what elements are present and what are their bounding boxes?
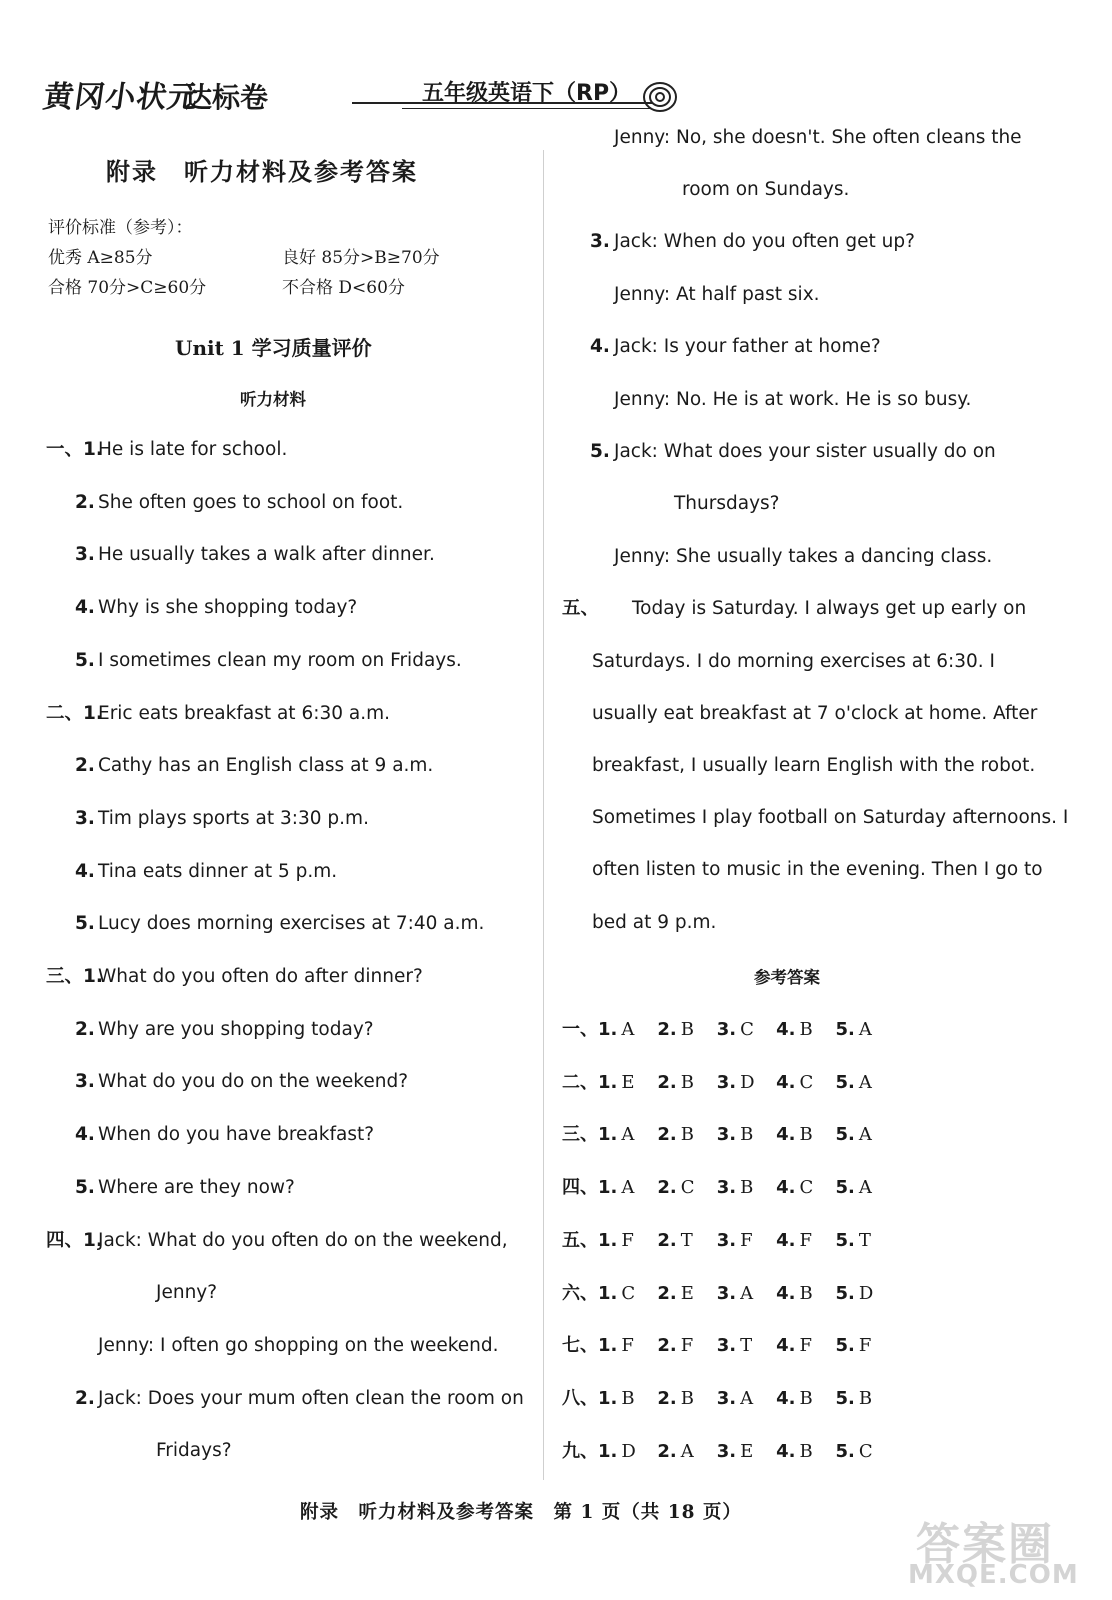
answer-value: B (621, 1387, 635, 1409)
listening-line: room on Sundays. (682, 179, 850, 200)
answer-value: B (740, 1177, 754, 1199)
listening-line: What do you often do after dinner? (98, 966, 423, 987)
brand-subtitle: 达标卷 (184, 81, 269, 114)
answer-number: 3. (716, 1124, 737, 1146)
answer-number: 3. (716, 1440, 737, 1462)
answer-value: B (680, 1387, 694, 1409)
answer-value: A (680, 1440, 694, 1462)
answer-number: 4. (776, 1071, 796, 1093)
answer-number: 2. (657, 1387, 677, 1409)
answer-number: 3. (716, 1282, 737, 1304)
listening-line: I sometimes clean my room on Fridays. (98, 649, 462, 671)
answer-row (562, 1437, 895, 1463)
answer-row (562, 1120, 895, 1146)
grade-label: 五年级英语下（RP） (422, 81, 632, 106)
answer-value: A (858, 1124, 872, 1146)
answer-number: 1. (598, 1124, 618, 1146)
answer-value: A (858, 1177, 872, 1199)
answer-row (562, 1226, 895, 1252)
answer-row (562, 1384, 895, 1410)
listening-line: Why are you shopping today? (98, 1018, 374, 1040)
answer-value: A (621, 1177, 635, 1199)
listening-line: Today is Saturday. I always get up early on (632, 598, 1027, 619)
answer-number: 4. (776, 1387, 796, 1409)
answer-value: B (680, 1071, 694, 1093)
watermark-logo: 答案圈 (916, 1519, 1054, 1570)
listening-line: Jenny: At half past six. (614, 284, 820, 305)
answer-value: C (858, 1440, 873, 1462)
answer-value: B (740, 1124, 754, 1146)
answer-number: 4. (776, 1177, 796, 1199)
listening-line: Saturdays. I do morning exercises at 6:30. I (592, 651, 995, 672)
answer-number: 2. (657, 1440, 677, 1462)
answer-value: F (858, 1335, 872, 1357)
answer-value: E (740, 1440, 754, 1462)
answer-row (562, 1068, 895, 1094)
answer-number: 2. (657, 1124, 677, 1146)
answer-value: C (799, 1177, 814, 1199)
answer-value: F (680, 1335, 694, 1357)
answer-value: B (799, 1124, 813, 1146)
listening-line: often listen to music in the evening. Then I go to (592, 859, 1043, 880)
item-number: 2. (75, 1387, 95, 1409)
answer-number: 1. (598, 1282, 618, 1304)
answer-value: C (799, 1071, 814, 1093)
answer-number: 3. (716, 1019, 737, 1040)
item-number: 2. (75, 1018, 95, 1040)
answer-value: B (799, 1440, 813, 1462)
grade-good: 良好 85分>B≥70分 (282, 248, 440, 268)
answer-value: A (858, 1019, 872, 1040)
banner-line (402, 108, 652, 109)
answer-section-label: 六、 (562, 1282, 598, 1304)
answer-row (562, 1331, 895, 1357)
listening-line: Where are they now? (98, 1176, 295, 1198)
listening-line: Lucy does morning exercises at 7:40 a.m. (98, 913, 485, 935)
item-number: 四、1. (46, 1229, 103, 1251)
answer-number: 2. (657, 1177, 677, 1199)
answer-number: 4. (776, 1440, 796, 1462)
grade-fail: 不合格 D<60分 (282, 278, 405, 298)
listening-line: Jenny: I often go shopping on the weekend. (98, 1334, 499, 1356)
answers-heading: 参考答案 (754, 968, 820, 987)
item-number: 5. (75, 649, 95, 671)
listening-line: Jack: What does your sister usually do on (614, 441, 996, 462)
answer-number: 3. (716, 1335, 737, 1357)
answer-number: 3. (716, 1177, 737, 1199)
listening-line: Tim plays sports at 3:30 p.m. (98, 807, 369, 829)
watermark-url: MXQE.COM (908, 1560, 1079, 1590)
listening-line: usually eat breakfast at 7 o'clock at home. After (592, 703, 1038, 724)
item-number: 4. (75, 860, 95, 882)
item-number: 5. (590, 441, 610, 462)
answer-section-label: 八、 (562, 1387, 598, 1409)
answer-row (562, 1173, 895, 1199)
answer-number: 2. (657, 1229, 677, 1251)
item-number: 三、1. (46, 966, 103, 987)
answer-number: 1. (598, 1019, 618, 1040)
listening-line: Jenny: No. He is at work. He is so busy. (614, 389, 972, 410)
listening-line: bed at 9 p.m. (592, 912, 717, 933)
answer-number: 1. (598, 1177, 618, 1199)
answer-value: D (740, 1071, 755, 1093)
answer-number: 3. (716, 1229, 737, 1251)
answer-number: 5. (835, 1071, 855, 1093)
answer-value: B (799, 1387, 813, 1409)
answer-section-label: 一、 (562, 1019, 598, 1040)
answer-value: F (799, 1335, 812, 1357)
listening-line: Jack: What do you often do on the weekend, (98, 1229, 508, 1251)
listening-line: Jenny: No, she doesn't. She often cleans the (614, 127, 1022, 148)
answer-value: E (680, 1282, 694, 1304)
answer-number: 4. (776, 1282, 796, 1304)
answer-number: 4. (776, 1124, 796, 1146)
swirl-icon (642, 80, 678, 114)
answer-section-label: 四、 (562, 1177, 598, 1199)
answer-section-label: 九、 (562, 1440, 598, 1462)
answer-value: F (621, 1335, 634, 1357)
item-number: 2. (75, 755, 95, 777)
item-number: 4. (75, 597, 95, 619)
brand-logo: 黄冈小状元 (41, 80, 201, 115)
answer-number: 2. (657, 1282, 677, 1304)
answer-value: A (858, 1071, 872, 1093)
answer-section-label: 二、 (562, 1071, 598, 1093)
item-number: 五、 (562, 598, 600, 619)
page-footer: 附录 听力材料及参考答案 第 1 页（共 18 页） (300, 1502, 742, 1523)
answer-number: 3. (716, 1387, 737, 1409)
answer-value: B (680, 1019, 694, 1040)
answer-row (562, 1015, 895, 1041)
answer-number: 5. (835, 1177, 855, 1199)
listening-line: Fridays? (156, 1440, 232, 1462)
unit-title: Unit 1 学习质量评价 (175, 336, 372, 360)
answer-value: F (740, 1229, 753, 1251)
listening-line: Eric eats breakfast at 6:30 a.m. (98, 702, 390, 724)
answer-value: T (740, 1335, 753, 1357)
answer-value: F (621, 1229, 634, 1251)
answer-value: E (621, 1071, 635, 1093)
listening-line: What do you do on the weekend? (98, 1071, 409, 1093)
answer-number: 4. (776, 1229, 796, 1251)
listening-line: Jack: When do you often get up? (614, 231, 915, 252)
answer-value: A (740, 1387, 754, 1409)
item-number: 一、1. (46, 439, 103, 460)
answer-value: B (858, 1387, 873, 1409)
listening-line: Why is she shopping today? (98, 597, 358, 619)
listening-line: She often goes to school on foot. (98, 491, 404, 513)
answer-number: 4. (776, 1019, 796, 1040)
listening-line: He usually takes a walk after dinner. (98, 544, 435, 566)
answer-number: 4. (776, 1335, 796, 1357)
listening-line: When do you have breakfast? (98, 1124, 375, 1146)
answer-section-label: 七、 (562, 1335, 598, 1357)
listening-heading: 听力材料 (240, 390, 306, 409)
answer-number: 3. (716, 1071, 737, 1093)
grade-pass: 合格 70分>C≥60分 (48, 278, 207, 298)
answer-value: C (621, 1282, 636, 1304)
item-number: 4. (75, 1124, 95, 1146)
listening-line: Thursdays? (674, 493, 780, 514)
item-number: 3. (590, 231, 610, 252)
answer-section-label: 三、 (562, 1124, 598, 1146)
item-number: 4. (590, 336, 610, 357)
answer-section-label: 五、 (562, 1229, 598, 1251)
answer-row (562, 1279, 895, 1305)
answer-number: 1. (598, 1071, 618, 1093)
answer-number: 5. (835, 1229, 855, 1251)
answer-value: C (740, 1019, 754, 1040)
item-number: 3. (75, 1071, 95, 1093)
item-number: 5. (75, 1176, 95, 1198)
answer-number: 1. (598, 1229, 618, 1251)
answer-value: B (799, 1019, 813, 1040)
listening-line: Tina eats dinner at 5 p.m. (98, 860, 338, 882)
answer-value: B (799, 1282, 813, 1304)
answer-value: B (680, 1124, 694, 1146)
answer-value: C (680, 1177, 695, 1199)
answer-value: F (799, 1229, 812, 1251)
answer-number: 2. (657, 1071, 677, 1093)
listening-line: Sometimes I play football on Saturday afternoons. I (592, 807, 1069, 828)
answer-value: T (680, 1229, 693, 1251)
grade-excellent: 优秀 A≥85分 (48, 248, 153, 268)
answer-value: D (858, 1282, 874, 1304)
item-number: 5. (75, 913, 95, 935)
listening-line: Jenny? (156, 1282, 218, 1304)
answer-number: 1. (598, 1387, 618, 1409)
answer-value: T (858, 1229, 871, 1251)
answer-number: 2. (657, 1019, 677, 1040)
answer-number: 5. (835, 1282, 855, 1304)
grade-banner (352, 76, 682, 116)
item-number: 2. (75, 491, 95, 513)
answer-value: D (621, 1440, 636, 1462)
answer-number: 2. (657, 1335, 677, 1357)
page-title: 附录 听力材料及参考答案 (106, 157, 418, 186)
listening-line: breakfast, I usually learn English with the robot. (592, 755, 1036, 776)
watermark (908, 1508, 1098, 1592)
listening-line: Jenny: She usually takes a dancing class. (614, 546, 993, 567)
answer-number: 5. (835, 1019, 855, 1040)
answer-number: 5. (835, 1335, 855, 1357)
answer-number: 1. (598, 1440, 618, 1462)
listening-line: Jack: Is your father at home? (614, 336, 881, 357)
answer-number: 5. (835, 1440, 855, 1462)
standard-label: 评价标准（参考）： (48, 218, 193, 238)
answer-number: 5. (835, 1124, 855, 1146)
listening-line: He is late for school. (98, 439, 288, 460)
item-number: 3. (75, 544, 95, 566)
answer-number: 5. (835, 1387, 855, 1409)
item-number: 二、1. (46, 702, 103, 724)
item-number: 3. (75, 807, 95, 829)
answer-value: A (621, 1124, 635, 1146)
answer-value: A (740, 1282, 754, 1304)
answer-value: A (621, 1019, 635, 1040)
column-divider (543, 150, 544, 1480)
listening-line: Cathy has an English class at 9 a.m. (98, 755, 434, 777)
answer-number: 1. (598, 1335, 618, 1357)
listening-line: Jack: Does your mum often clean the room on (98, 1387, 524, 1409)
